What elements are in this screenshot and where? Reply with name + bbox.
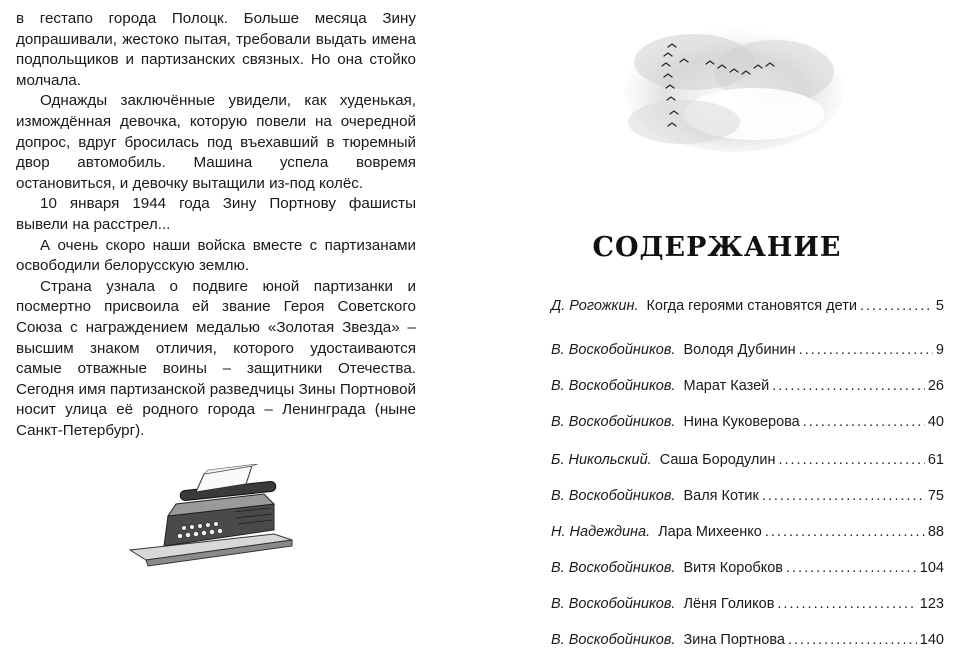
toc-page-number: 26 — [927, 378, 944, 394]
toc-entry[interactable] — [551, 560, 944, 580]
paragraph: Страна узнала о подвиге юной партизанки и посмертно присвоила ей звание Героя Советского Союза с награждением медалью «Золотая Звезда» – высшим знаком отличия, которого удостаиваются самые отважные воины – защитники Отечества. Сегодня имя партизанской разведчицы Зины Портновой носит улица её родного города – Ленинграда (ныне Санкт-Петербург). — [16, 277, 416, 439]
toc-author: Н. Надеждина. — [551, 524, 651, 540]
toc-author: В. Воскобойников. — [551, 414, 676, 430]
paragraph: в гестапо города Полоцк. Больше месяца Зину допрашивали, жестоко пытая, требовали выдать имена подпольщиков и партизанских связных. Но она стойко молчала. — [16, 10, 416, 89]
toc-item-title: Нина Куковерова — [683, 414, 800, 430]
toc-entry[interactable] — [551, 298, 944, 318]
toc-leader-dots — [777, 596, 916, 612]
toc-author: В. Воскобойников. — [551, 342, 676, 358]
toc-item-title: Валя Котик — [683, 488, 759, 504]
toc-item-title: Лёня Голиков — [683, 596, 775, 612]
toc-leader-dots — [778, 452, 924, 468]
toc-item-title: Саша Бородулин — [659, 452, 776, 468]
toc-item-title: Володя Дубинин — [683, 342, 796, 358]
toc-leader-dots — [762, 488, 925, 504]
toc-page-number: 88 — [927, 524, 944, 540]
paragraph: 10 января 1944 года Зину Портнову фашисты вывели на расстрел... — [16, 195, 416, 233]
toc-leader-dots — [803, 414, 925, 430]
toc-author: В. Воскобойников. — [551, 488, 676, 504]
toc-leader-dots — [799, 342, 933, 358]
toc-author: В. Воскобойников. — [551, 560, 676, 576]
toc-item-title: Зина Портнова — [683, 632, 785, 648]
toc-page-number: 40 — [927, 414, 944, 430]
toc-leader-dots — [772, 378, 925, 394]
paragraph: А очень скоро наши войска вместе с партизанами освободили белорусскую землю. — [16, 236, 416, 275]
toc-entry[interactable] — [551, 378, 944, 398]
toc-page-number: 104 — [919, 560, 944, 576]
toc-leader-dots — [786, 560, 917, 576]
toc-item-title: Когда героями становятся дети — [646, 298, 857, 314]
toc-item-title: Лара Михеенко — [658, 524, 762, 540]
typewriter-illustration — [124, 464, 294, 574]
toc-leader-dots — [788, 632, 917, 648]
toc-author: Д. Рогожкин. — [551, 298, 639, 314]
paragraph: Однажды заключённые увидели, как худенькая, измождённая девочка, которую повели на очередной допрос, вдруг бросилась под въехавший в тюремный двор автомобиль. Машина успела вовремя остановиться, и девочку вытащили из-под колёс. — [16, 92, 416, 192]
toc-leader-dots — [860, 298, 933, 314]
toc-entry[interactable] — [551, 342, 944, 362]
toc-entry[interactable] — [551, 488, 944, 508]
toc-item-title: Витя Коробков — [683, 560, 783, 576]
toc-entry[interactable] — [551, 524, 944, 544]
toc-author: В. Воскобойников. — [551, 632, 676, 648]
birds-clouds-illustration — [624, 22, 844, 162]
toc-entry[interactable] — [551, 596, 944, 616]
toc-author: В. Воскобойников. — [551, 378, 676, 394]
toc-page-number: 5 — [935, 298, 944, 314]
toc-item-title: Марат Казей — [683, 378, 770, 394]
body-text — [16, 9, 416, 441]
toc-entry[interactable] — [551, 452, 944, 472]
toc-leader-dots — [765, 524, 925, 540]
toc-title: СОДЕРЖАНИЕ — [592, 232, 842, 263]
toc-entry[interactable] — [551, 414, 944, 434]
toc-author: В. Воскобойников. — [551, 596, 676, 612]
toc-page-number: 61 — [927, 452, 944, 468]
toc-page-number: 140 — [919, 632, 944, 648]
toc-page-number: 75 — [927, 488, 944, 504]
right-page — [478, 0, 956, 665]
toc-author: Б. Никольский. — [551, 452, 652, 468]
toc-entry[interactable] — [551, 632, 944, 652]
toc-page-number: 9 — [935, 342, 944, 358]
toc-page-number: 123 — [919, 596, 944, 612]
